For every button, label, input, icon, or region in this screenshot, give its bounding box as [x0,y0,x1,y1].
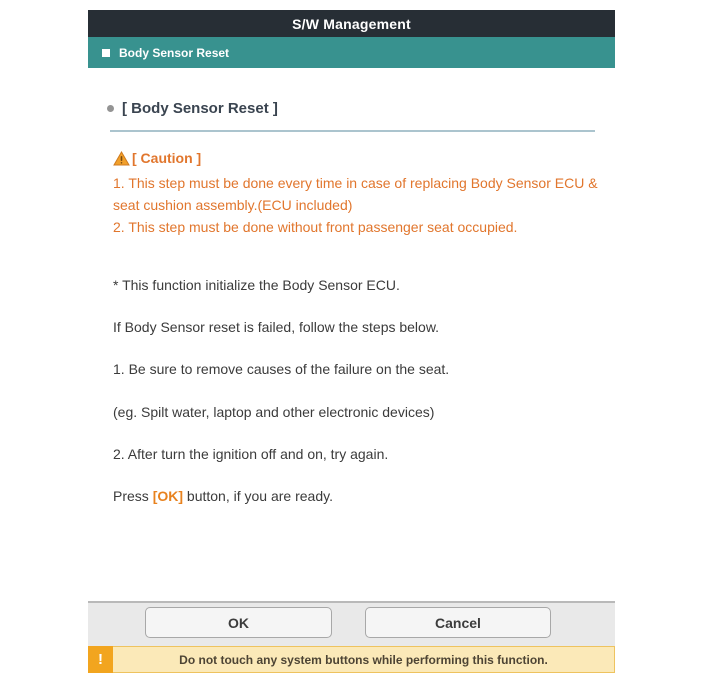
caution-line: 1. This step must be done every time in case of replacing Body Sensor ECU & [113,175,598,191]
instruction-line: 1. Be sure to remove causes of the failure on the seat. [113,361,450,377]
caution-title-label: [ Caution ] [132,150,202,166]
press-ok-highlight: [OK] [152,488,184,504]
function-header-bar [88,37,615,68]
exclamation-icon: ! [88,646,113,673]
ok-button-label: OK [228,614,249,631]
cancel-button-label: Cancel [435,614,481,631]
warning-footer-bar [88,646,615,673]
section-divider [110,130,595,132]
section-heading [107,100,278,117]
caution-block [113,150,603,238]
press-ok-line [113,487,333,505]
bullet-dot-icon [107,105,114,112]
press-ok-prefix: Press [113,488,153,504]
window-titlebar [88,10,615,37]
caution-line: seat cushion assembly.(ECU included) [113,197,353,213]
instruction-line: (eg. Spilt water, laptop and other electronic devices) [113,404,435,420]
button-bar [88,601,615,646]
warning-triangle-icon [113,151,130,166]
press-ok-suffix: button, if you are ready. [183,488,333,504]
caution-line: 2. This step must be done without front passenger seat occupied. [113,219,518,235]
warning-footer-message: Do not touch any system buttons while performing this function. [113,646,615,673]
instruction-line: * This function initialize the Body Sensor ECU. [113,277,400,293]
page-title: S/W Management [292,15,411,32]
section-heading-label: [ Body Sensor Reset ] [122,100,278,117]
ok-button[interactable] [145,607,332,638]
cancel-button[interactable] [365,607,551,638]
instruction-line: 2. After turn the ignition off and on, try again. [113,446,389,462]
square-bullet-icon [102,49,110,57]
function-header-label: Body Sensor Reset [119,45,230,60]
instruction-line: If Body Sensor reset is failed, follow the steps below. [113,319,440,335]
caution-title-row [113,150,603,166]
